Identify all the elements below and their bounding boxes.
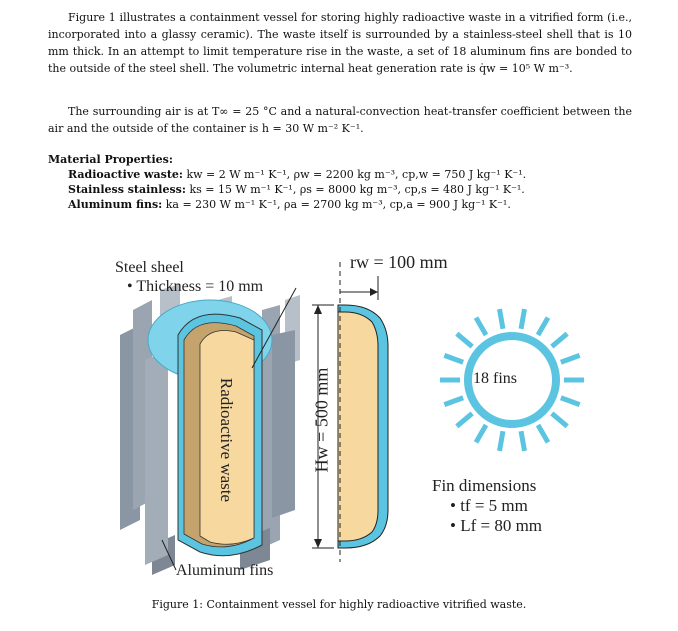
figure-caption: Figure 1: Containment vessel for highly radioactive vitrified waste. xyxy=(151,598,527,611)
fin-line xyxy=(457,334,472,347)
fin-line xyxy=(499,309,502,329)
material-heading: Material Properties: xyxy=(48,153,173,166)
aluminum-label: Aluminum fins xyxy=(176,562,274,579)
fin-line xyxy=(457,413,472,426)
material-label: Radioactive waste: xyxy=(68,168,183,181)
steel-label: Steel sheel xyxy=(115,259,184,276)
fin-line xyxy=(476,425,486,442)
material-label: Stainless stainless: xyxy=(68,183,186,196)
fin-line xyxy=(444,355,463,362)
waste-label: Radioactive waste xyxy=(217,377,236,503)
material-label: Aluminum fins: xyxy=(68,198,163,211)
fin-line xyxy=(521,431,524,451)
fin-line xyxy=(561,398,580,405)
thickness-label: • Thickness = 10 mm xyxy=(127,278,264,295)
fin-line xyxy=(552,334,567,347)
material-value: ka = 230 W m⁻¹ K⁻¹, ρa = 2700 kg m⁻³, cp,a = 900 J kg⁻¹ K⁻¹. xyxy=(165,198,511,211)
fin-line xyxy=(499,431,502,451)
material-value: ks = 15 W m⁻¹ K⁻¹, ρs = 8000 kg m⁻³, cp,s = 480 J kg⁻¹ K⁻¹. xyxy=(189,183,525,196)
fin-line xyxy=(538,318,548,335)
fin-line xyxy=(476,318,486,335)
fin-line xyxy=(552,413,567,426)
intro-paragraph: Figure 1 illustrates a containment vessel for storing highly radioactive waste in a vitrified form (i.e., incorporated into a glassy ceramic). The waste itself is surrounded by a stainless-steel shell that is 10 mm thick. In an attempt to limit temperature rise in the waste, a set of 18 aluminum fins are bonded to the outside of the steel shell. The volumetric internal heat generation rate is q̇w = 10⁵ W m⁻³. xyxy=(48,11,632,75)
fin-length: • Lf = 80 mm xyxy=(450,516,543,535)
fin-line xyxy=(538,425,548,442)
cross-section-waste xyxy=(338,312,378,541)
fin-count-label: 18 fins xyxy=(473,370,517,387)
radius-label: rw = 100 mm xyxy=(350,252,448,272)
fin-line xyxy=(521,309,524,329)
air-conditions-paragraph: The surrounding air is at T∞ = 25 °C and a natural-convection heat-transfer coefficient between the air and the outside of the container is h = 30 W m⁻² K⁻¹. xyxy=(48,105,632,135)
fin-dims-title: Fin dimensions xyxy=(432,476,537,495)
fin-line xyxy=(561,355,580,362)
fin-thickness: • tf = 5 mm xyxy=(450,496,528,515)
material-value: kw = 2 W m⁻¹ K⁻¹, ρw = 2200 kg m⁻³, cp,w = 750 J kg⁻¹ K⁻¹. xyxy=(186,168,527,181)
height-label: Hw = 500 mm xyxy=(311,367,332,473)
fin-line xyxy=(444,398,463,405)
